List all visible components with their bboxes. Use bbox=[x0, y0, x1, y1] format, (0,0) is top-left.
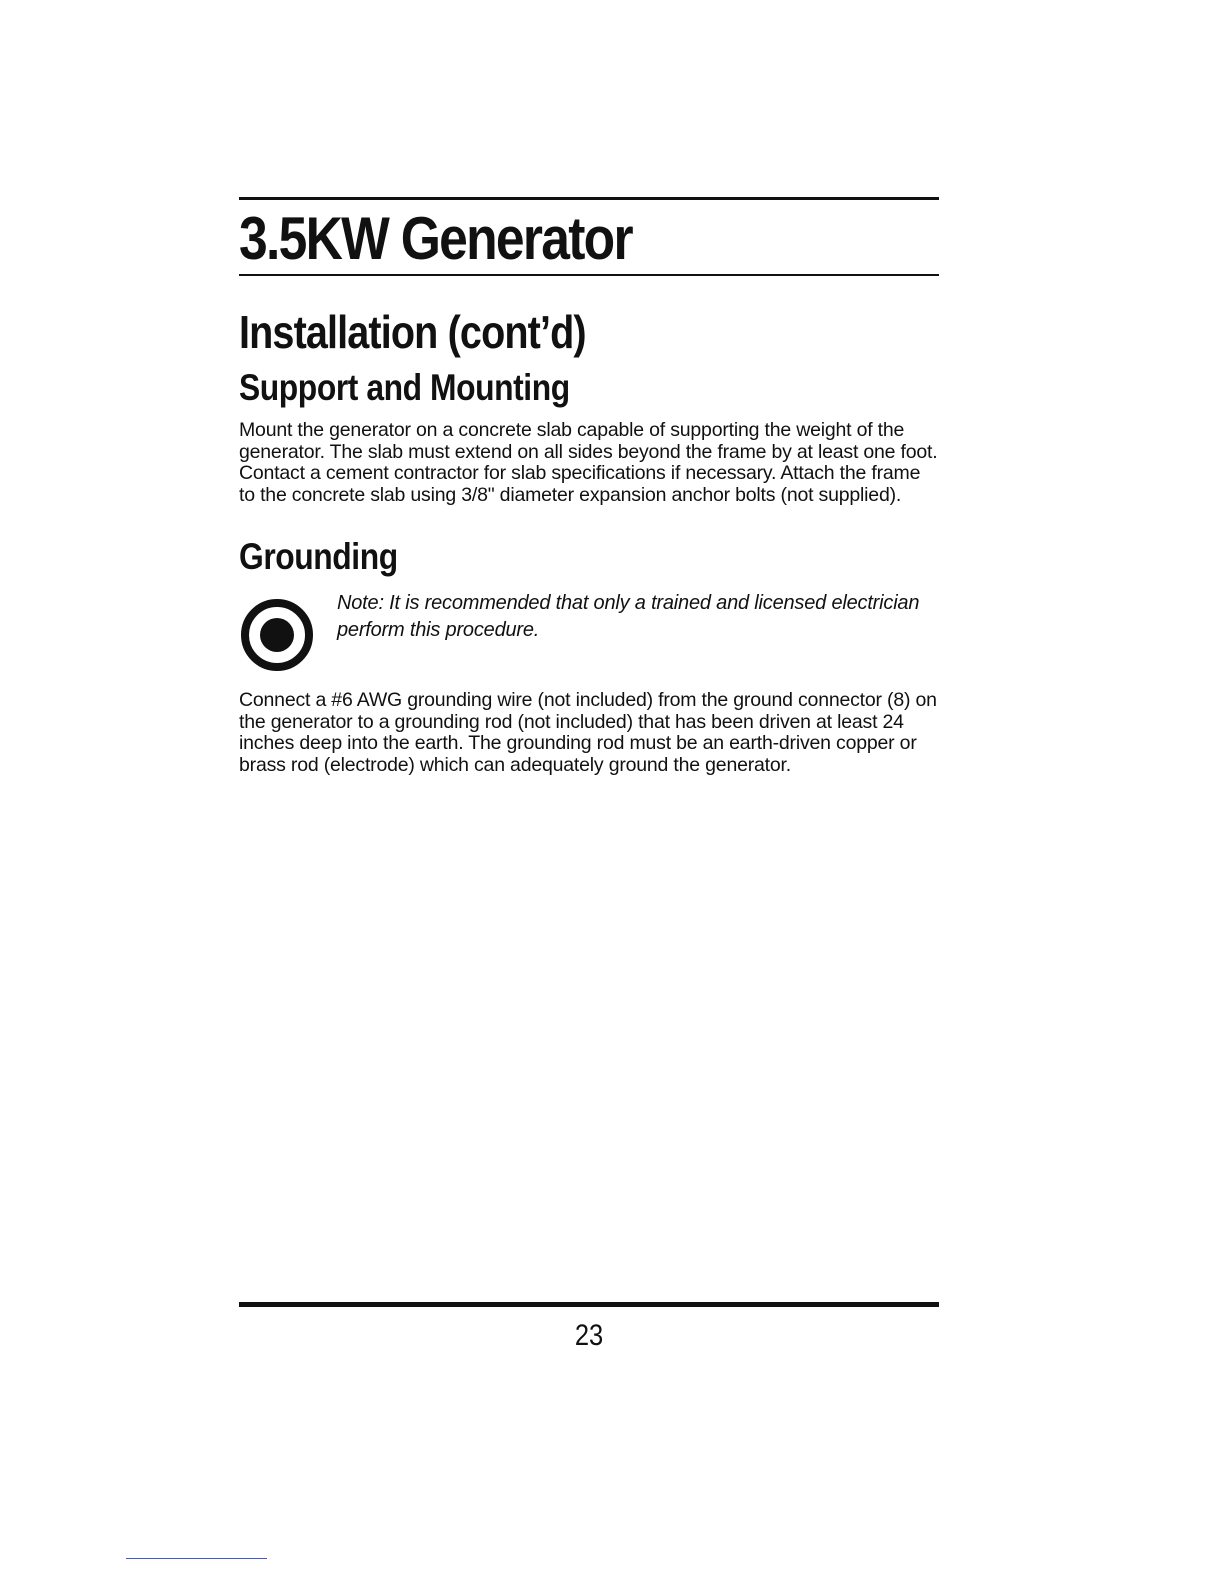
support-mounting-paragraph: Mount the generator on a concrete slab capable of supporting the weight of the generator. The slab must extend on all sides beyond the frame by at least one foot. Contact a cement contractor for slab specifications if necessary. Attach the frame to the concrete slab using 3/8" diameter expansion anchor bolts (not supplied). bbox=[239, 419, 938, 506]
title-rule bbox=[239, 274, 939, 276]
page-title: 3.5KW Generator bbox=[239, 205, 632, 272]
grounding-heading: Grounding bbox=[239, 536, 398, 577]
note-target-icon bbox=[240, 598, 314, 672]
grounding-paragraph: Connect a #6 AWG grounding wire (not included) from the ground connector (8) on the generator to a grounding rod (not included) that has been driven at least 24 inches deep into the earth. The grounding rod must be an earth-driven copper or brass rod (electrode) which can adequately ground the generator. bbox=[239, 689, 937, 776]
section-title: Installation (cont’d) bbox=[239, 306, 586, 358]
footer-rule bbox=[239, 1302, 939, 1307]
top-rule bbox=[239, 197, 939, 200]
grounding-note: Note: It is recommended that only a trained and licensed electrician perform this procedure. bbox=[337, 592, 920, 641]
support-mounting-heading: Support and Mounting bbox=[239, 367, 570, 408]
manual-page bbox=[239, 0, 939, 1584]
link-underline bbox=[126, 1558, 267, 1559]
page-number: 23 bbox=[574, 1319, 604, 1352]
